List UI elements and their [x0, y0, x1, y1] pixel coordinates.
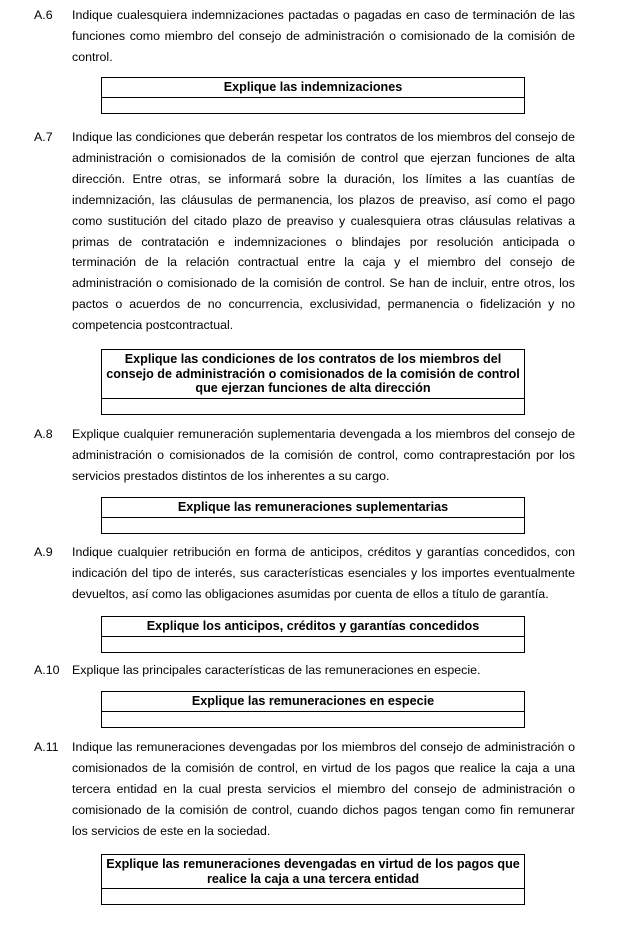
explanation-box-a9	[101, 616, 525, 653]
section-a9	[34, 542, 575, 605]
section-number: A.10	[34, 663, 60, 677]
section-text: Indique cualesquiera indemnizaciones pactadas o pagadas en caso de terminación de las funciones como miembro del consejo de administración o comisionado de la comisión de control.	[72, 8, 575, 64]
section-number: A.6	[34, 8, 53, 22]
section-text: Explique las principales características de las remuneraciones en especie.	[72, 663, 481, 677]
section-text: Indique las remuneraciones devengadas por los miembros del consejo de administración o comisionados de la comisión de control, en virtud de los pagos que realice la caja a una tercera entidad en la cual presta servicios el miembro del consejo de administración o comisionado de la comisión de control, cuando dichos pagos tengan como fin remunerar los servicios de este en la sociedad.	[72, 740, 575, 838]
explanation-box-a7	[101, 349, 525, 415]
explanation-box-a11	[101, 854, 525, 905]
box-body-field[interactable]	[102, 399, 524, 414]
section-a7	[34, 127, 575, 336]
explanation-box-a8	[101, 497, 525, 534]
section-text: Indique las condiciones que deberán respetar los contratos de los miembros del consejo de administración o comisionados de la comisión de control que ejerzan funciones de alta dirección. Entre otras, se informará sobre la duración, los límites a las cuantías de indemnización, las cláusulas de permanencia, los plazos de preaviso, así como el pago como sustitución del citado plazo de preaviso y cualesquiera otras cláusulas relativas a primas de contratación e indemnizaciones o blindajes por resolución anticipada o terminación de la relación contractual entre la caja y el miembro del consejo de administración o comisionado de la comisión de control. Se han de incluir, entre otros, los pactos o acuerdos de no concurrencia, exclusividad, permanencia o fidelización y no competencia postcontractual.	[72, 130, 575, 333]
section-number: A.8	[34, 427, 53, 441]
section-text: Indique cualquier retribución en forma de anticipos, créditos y garantías concedidos, con indicación del tipo de interés, sus características esenciales y los importes eventualmente devueltos, así como las obligaciones asumidas por cuenta de ellos a título de garantía.	[72, 545, 575, 601]
section-a8	[34, 424, 575, 487]
box-body-field[interactable]	[102, 637, 524, 652]
box-title: Explique las remuneraciones devengadas en virtud de los pagos que realice la caja a una tercera entidad	[102, 855, 524, 889]
section-number: A.7	[34, 130, 53, 144]
box-title: Explique las remuneraciones en especie	[102, 692, 524, 712]
section-a11	[34, 737, 575, 842]
box-title: Explique los anticipos, créditos y garantías concedidos	[102, 617, 524, 637]
box-title: Explique las remuneraciones suplementarias	[102, 498, 524, 518]
section-a10	[34, 660, 575, 681]
section-number: A.11	[34, 740, 59, 754]
section-text: Explique cualquier remuneración suplementaria devengada a los miembros del consejo de administración o comisionados de la comisión de control, como contraprestación por los servicios prestados distintos de los inherentes a su cargo.	[72, 427, 575, 483]
box-body-field[interactable]	[102, 712, 524, 727]
box-title: Explique las condiciones de los contratos de los miembros del consejo de administración o comisionados de la comisión de control que ejerzan funciones de alta dirección	[102, 350, 524, 399]
box-body-field[interactable]	[102, 889, 524, 904]
explanation-box-a6	[101, 77, 525, 114]
explanation-box-a10	[101, 691, 525, 728]
box-body-field[interactable]	[102, 518, 524, 533]
section-a6	[34, 5, 575, 68]
section-number: A.9	[34, 545, 53, 559]
box-body-field[interactable]	[102, 98, 524, 113]
box-title: Explique las indemnizaciones	[102, 78, 524, 98]
